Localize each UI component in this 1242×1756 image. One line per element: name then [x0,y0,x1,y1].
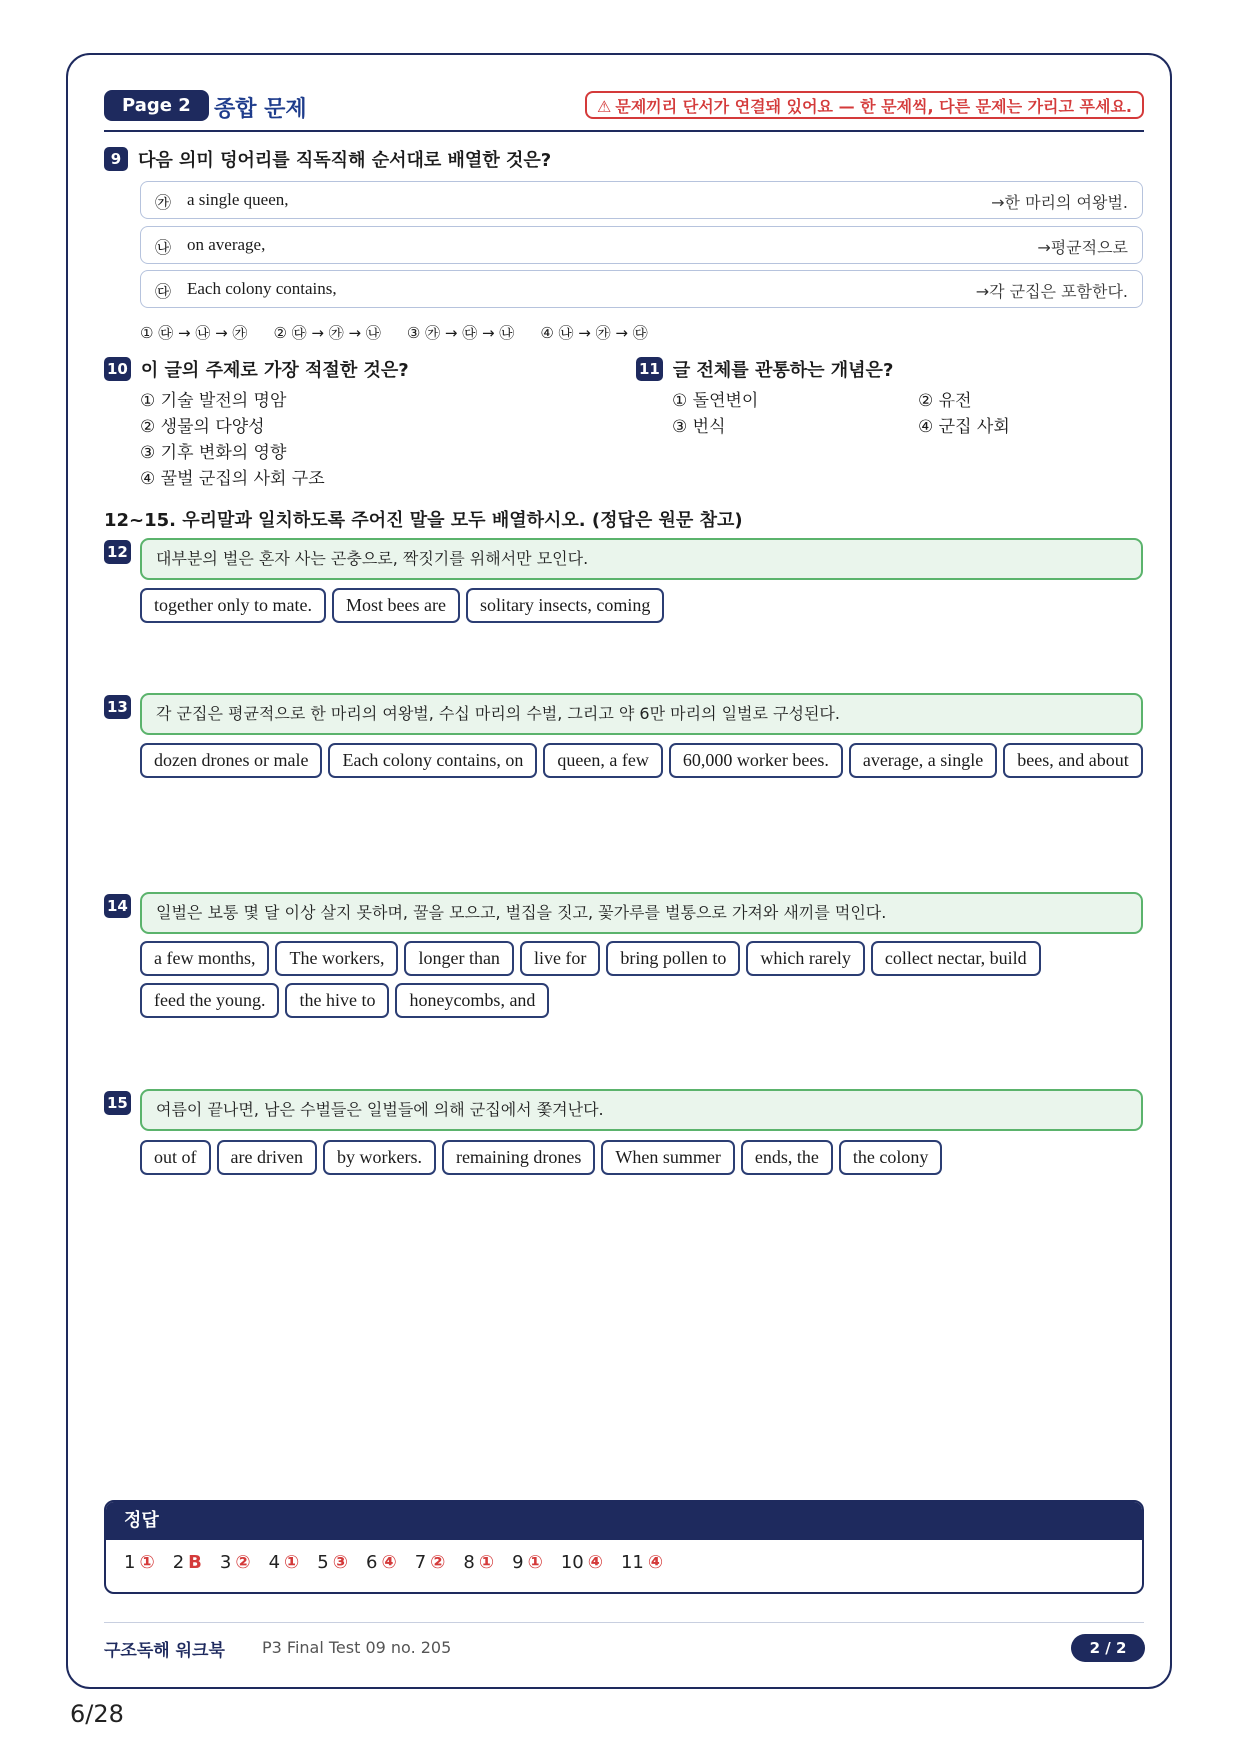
question-text: 글 전체를 관통하는 개념은? [672,360,894,381]
word-chip[interactable]: dozen drones or male [140,743,322,778]
warning-icon: ⚠ [597,97,612,116]
word-bank [140,588,1150,623]
word-chip[interactable]: queen, a few [543,743,662,778]
option-2[interactable]: ② 유전 [918,391,972,411]
answer-item [512,1552,543,1573]
answer-number: 4 [268,1552,281,1573]
option-3[interactable]: ③ 기후 변화의 영향 [140,443,287,463]
chunk-label: ㉯ [155,238,172,257]
answer-value: ③ [332,1552,348,1573]
word-chip[interactable]: Most bees are [332,588,460,623]
answer-value: ④ [381,1552,397,1573]
answer-value: ④ [587,1552,603,1573]
warning-text: 문제끼리 단서가 연결돼 있어요 — 한 문제씩, 다른 문제는 가리고 푸세요. [615,97,1132,116]
page-counter: 6/28 [70,1700,124,1728]
korean-sentence-box: 대부분의 벌은 혼자 사는 곤충으로, 짝짓기를 위해서만 모인다. [140,538,1143,580]
answer-number: 6 [366,1552,378,1573]
korean-sentence-box: 여름이 끝나면, 남은 수벌들은 일벌들에 의해 군집에서 쫓겨난다. [140,1089,1143,1131]
word-chip[interactable]: honeycombs, and [395,983,549,1018]
word-bank [140,743,1150,778]
word-chip[interactable]: 60,000 worker bees. [669,743,843,778]
footer-source: P3 Final Test 09 no. 205 [262,1638,452,1657]
section-title: 12~15. 우리말과 일치하도록 주어진 말을 모두 배열하시오. (정답은 원문 참고) [104,510,743,531]
word-chip[interactable]: the hive to [285,983,389,1018]
question-text: 이 글의 주제로 가장 적절한 것은? [140,360,409,381]
word-chip[interactable]: bees, and about [1003,743,1142,778]
word-chip[interactable]: which rarely [746,941,864,976]
option-4[interactable]: ④ ㉯ → ㉮ → ㉰ [540,324,648,342]
option-4[interactable]: ④ 꿀벌 군집의 사회 구조 [140,469,325,489]
question-text: 다음 의미 덩어리를 직독직해 순서대로 배열한 것은? [138,150,552,171]
word-chip[interactable]: average, a single [849,743,997,778]
word-chip[interactable]: The workers, [275,941,398,976]
answer-item [220,1552,251,1573]
answer-item [415,1552,446,1573]
answer-item [317,1552,348,1573]
answer-key-title: 정답 [106,1502,1142,1540]
answer-item [463,1552,494,1573]
q9-options [140,322,648,343]
answer-number: 10 [560,1552,584,1573]
q11-options-right [918,388,1010,440]
word-chip[interactable]: together only to mate. [140,588,326,623]
answer-number: 2 [172,1552,185,1573]
option-2[interactable]: ② 생물의 다양성 [140,417,265,437]
answer-number: 1 [124,1552,136,1573]
answer-item [269,1552,300,1573]
answer-value: ① [284,1552,300,1573]
chunk-card [140,181,1143,219]
korean-sentence-box: 각 군집은 평균적으로 한 마리의 여왕벌, 수십 마리의 수벌, 그리고 약 6만 마리의 일벌로 구성된다. [140,693,1143,735]
word-bank [140,941,1150,1018]
page-header [104,90,1144,132]
word-chip[interactable]: solitary insects, coming [466,588,664,623]
footer-page-badge: 2 / 2 [1071,1634,1145,1662]
answer-value: ① [527,1552,543,1573]
q10-options [140,388,325,492]
answer-number: 5 [317,1552,329,1573]
answer-number: 8 [463,1552,475,1573]
answer-value: ① [139,1552,155,1573]
answer-value: ② [235,1552,251,1573]
chunk-label: ㉮ [155,193,172,212]
answer-item [173,1552,202,1573]
word-chip[interactable]: the colony [839,1140,942,1175]
question-number: 12 [104,540,131,564]
chunk-card [140,226,1143,264]
page-label: Page 2 [104,90,209,121]
question-9 [104,146,551,172]
word-chip[interactable]: by workers. [323,1140,436,1175]
answer-number: 11 [620,1552,644,1573]
option-1[interactable]: ① 돌연변이 [672,391,759,411]
word-chip[interactable]: longer than [404,941,513,976]
chunk-korean: →한 마리의 여왕벌. [991,193,1128,212]
chunk-english: Each colony contains, [187,279,337,298]
korean-sentence-box: 일벌은 보통 몇 달 이상 살지 못하며, 꿀을 모으고, 벌집을 짓고, 꽃가루를 벌통으로 가져와 새끼를 먹인다. [140,892,1143,934]
answer-number: 7 [414,1552,427,1573]
question-number: 13 [104,695,131,719]
page-title: 종합 문제 [214,97,307,122]
answer-key [104,1500,1144,1594]
footer-brand: 구조독해 워크북 [104,1641,225,1661]
answer-item [124,1552,155,1573]
question-11 [636,356,893,382]
chunk-label: ㉰ [155,282,172,301]
answer-item [561,1552,603,1573]
answer-item [621,1552,663,1573]
q11-options-left [672,388,758,440]
question-number: 9 [104,147,128,171]
answer-number: 9 [512,1552,524,1573]
word-chip[interactable]: remaining drones [442,1140,595,1175]
word-bank [140,1140,1150,1175]
answer-value: ④ [647,1552,664,1573]
question-number: 14 [104,894,131,918]
answer-value: B [188,1552,202,1573]
question-number: 11 [636,357,663,381]
question-number: 10 [104,357,131,381]
answer-list [106,1552,1142,1573]
word-chip[interactable]: feed the young. [140,983,279,1018]
word-chip[interactable]: Each colony contains, on [328,743,537,778]
word-chip[interactable]: collect nectar, build [871,941,1041,976]
chunk-english: a single queen, [187,190,289,209]
answer-value: ② [430,1552,446,1573]
word-chip[interactable]: out of [140,1140,211,1175]
answer-number: 3 [219,1552,232,1573]
word-chip[interactable]: live for [520,941,600,976]
chunk-korean: →평균적으로 [1037,238,1128,257]
warning-banner [585,91,1144,119]
chunk-card [140,270,1143,308]
word-chip[interactable]: ends, the [741,1140,833,1175]
option-1[interactable]: ① ㉰ → ㉯ → ㉮ [140,324,248,342]
word-chip[interactable]: a few months, [140,941,269,976]
footer-divider [104,1622,1144,1623]
chunk-korean: →각 군집은 포함한다. [975,282,1128,301]
word-chip[interactable]: When summer [601,1140,734,1175]
question-10 [104,356,409,382]
option-3[interactable]: ③ ㉮ → ㉰ → ㉯ [406,324,515,342]
chunk-english: on average, [187,235,266,254]
word-chip[interactable]: bring pollen to [606,941,740,976]
question-number: 15 [104,1091,131,1115]
option-3[interactable]: ③ 번식 [672,417,726,437]
answer-value: ① [478,1552,495,1573]
option-4[interactable]: ④ 군집 사회 [918,417,1010,437]
option-1[interactable]: ① 기술 발전의 명암 [140,391,287,411]
word-chip[interactable]: are driven [217,1140,317,1175]
option-2[interactable]: ② ㉰ → ㉮ → ㉯ [273,324,381,342]
answer-item [366,1552,397,1573]
